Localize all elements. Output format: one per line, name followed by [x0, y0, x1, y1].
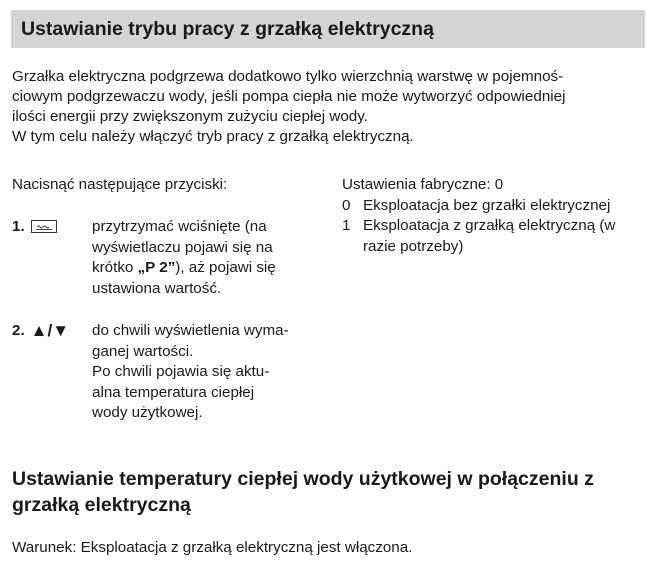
section-2-title-line: grzałką elektryczną	[12, 494, 191, 516]
step-line: alna temperatura ciepłej	[92, 383, 255, 401]
section-header	[11, 10, 645, 48]
intro-line: ciowym podgrzewaczu wody, jeśli pompa ciepła nie może wytworzyć odpowiedniej	[12, 88, 566, 105]
step-line: krótko „P 2”), aż pojawi się	[92, 259, 276, 276]
intro-line: ilości energii przy zwiększonym zużyciu ciepłej wody.	[12, 108, 368, 125]
step-line: przytrzymać wciśnięte (na	[92, 218, 267, 235]
up-down-arrow-icon: ▲/▼	[30, 321, 70, 340]
step-line: do chwili wyświetlenia wyma-	[92, 322, 289, 339]
step-number: 2.	[12, 322, 25, 339]
step-line: ganej wartości.	[92, 342, 194, 360]
intro-line: Grzałka elektryczna podgrzewa dodatkowo tylko wierzchnią warstwę w pojemnoś-	[12, 68, 564, 85]
step-1	[12, 217, 276, 299]
step-line: wody użytkowej.	[92, 404, 203, 421]
option-line: razie potrzeby)	[363, 237, 464, 255]
option-line: Eksploatacja bez grzałki elektrycznej	[363, 196, 611, 214]
heater-key-icon	[31, 220, 57, 233]
page-title: Ustawianie trybu pracy z grzałką elektryczną	[21, 17, 434, 40]
step-line: wyświetlaczu pojawi się na	[92, 238, 273, 256]
section-2-title	[12, 466, 652, 518]
section-2-title-line: Ustawianie temperatury ciepłej wody użytkowej w połączeniu z	[12, 468, 594, 490]
intro-paragraph	[12, 67, 652, 147]
step-number: 1.	[12, 218, 25, 235]
intro-line: W tym celu należy włączyć tryb pracy z grzałką elektryczną.	[12, 128, 414, 145]
option-line: Eksploatacja z grzałką elektryczną (w	[363, 217, 616, 234]
option-number: 1	[342, 217, 351, 234]
step-2	[12, 321, 289, 424]
step-line: Po chwili pojawia się aktu-	[92, 363, 270, 380]
instructions-lead: Nacisnąć następujące przyciski:	[12, 176, 228, 193]
instructions-column	[12, 175, 332, 421]
factory-settings-title: Ustawienia fabryczne: 0	[342, 176, 504, 193]
step-line: ustawiona wartość.	[92, 279, 222, 297]
condition-text: Warunek: Eksploatacja z grzałką elektryczną jest włączona.	[12, 539, 413, 556]
factory-option	[342, 216, 657, 257]
factory-option	[342, 196, 657, 217]
option-number: 0	[342, 196, 351, 214]
factory-settings-column	[342, 175, 657, 257]
